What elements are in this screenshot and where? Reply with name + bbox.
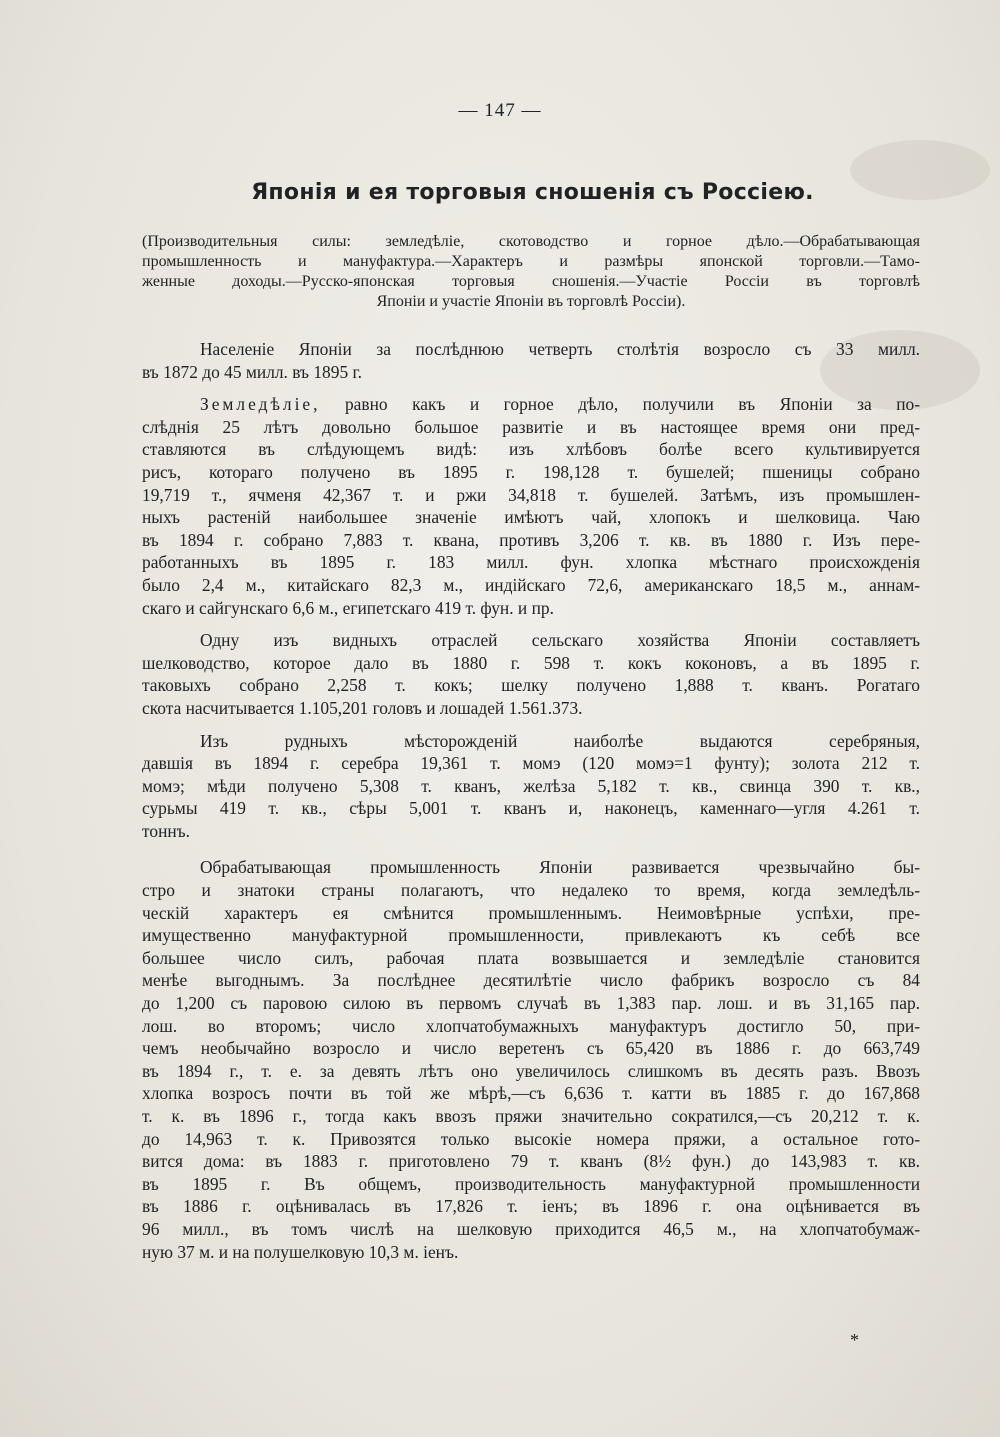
text-line: ческій характеръ ея смѣнится промышленнымъ. Неимовѣрные успѣхи, пре- bbox=[142, 902, 920, 923]
paragraph-population bbox=[142, 338, 920, 383]
footnote-mark: * bbox=[850, 1330, 859, 1350]
text-line: лош. во второмъ; число хлопчатобумажныхъ мануфактуръ достигло 50, при- bbox=[142, 1015, 920, 1036]
text-line: до 14,963 т. к. Привозятся только высокіе номера пряжи, а остальное гото- bbox=[142, 1128, 920, 1149]
text-line: вится дома: въ 1883 г. приготовлено 79 т. кванъ (8½ фун.) до 143,983 т. кв. bbox=[142, 1151, 920, 1172]
page-title: Японія и ея торговыя сношенія съ Россіею. bbox=[251, 180, 814, 205]
paragraph-sericulture bbox=[142, 629, 920, 719]
text-line: сурьмы 419 т. кв., сѣры 5,001 т. кванъ и, наконецъ, каменнаго—угля 4.261 т. bbox=[142, 798, 920, 819]
text-line: Изъ рудныхъ мѣсторожденій наиболѣе выдаются серебряныя, bbox=[200, 730, 920, 751]
summary-line: промышленность и мануфактура.—Характеръ и размѣры японской торговли.—Тамо- bbox=[142, 253, 920, 270]
text-line bbox=[142, 393, 920, 416]
chapter-summary bbox=[142, 232, 920, 312]
text-line: имущественно мануфактурной промышленности, привлекаютъ къ себѣ все bbox=[142, 925, 920, 946]
text-line: въ 1886 г. оцѣнивалась въ 17,826 т. іенъ; въ 1896 г. она оцѣнивается въ bbox=[142, 1196, 920, 1217]
text-line: ныхъ растеній наибольшее значеніе имѣютъ чай, хлопокъ и шелковица. Чаю bbox=[142, 507, 920, 528]
summary-line: (Производительныя силы: земледѣліе, скотоводство и горное дѣло.—Обрабатывающая bbox=[142, 233, 920, 250]
body-text bbox=[142, 338, 920, 1273]
text-line: скота насчитывается 1.105,201 головъ и лошадей 1.561.373. bbox=[142, 697, 583, 718]
text-line: тоннъ. bbox=[142, 820, 191, 841]
text-line: момэ; мѣди получено 5,308 т. кванъ, желѣза 5,182 т. кв., свинца 390 т. кв., bbox=[142, 775, 920, 796]
text-line: рисъ, котораго получено въ 1895 г. 198,128 т. бушелей; пшеницы собрано bbox=[142, 461, 920, 482]
summary-line: женные доходы.—Русско-японская торговыя сношенія.—Участіе Россіи въ торговлѣ bbox=[142, 273, 920, 290]
text-line: до 1,200 съ паровою силою въ первомъ случаѣ въ 1,383 пар. лош. и въ 31,165 пар. bbox=[142, 993, 920, 1014]
text-line: 96 милл., въ томъ числѣ на шелковую приходится 46,5 м., на хлопчатобумаж- bbox=[142, 1218, 920, 1239]
text-line: давшія въ 1894 г. серебра 19,361 т. момэ (120 момэ=1 фунту); золота 212 т. bbox=[142, 753, 920, 774]
text-segment: равно какъ и горное дѣло, получили въ Японіи за по- bbox=[320, 394, 920, 415]
text-line: 19,719 т., ячменя 42,367 т. и ржи 34,818 т. бушелей. Затѣмъ, изъ промышлен- bbox=[142, 484, 920, 505]
text-line: таковыхъ собрано 2,258 т. кокъ; шелку получено 1,888 т. кванъ. Рогатаго bbox=[142, 675, 920, 696]
text-line: Обрабатывающая промышленность Японіи развивается чрезвычайно бы- bbox=[200, 857, 920, 878]
paragraph-industry bbox=[142, 856, 920, 1263]
text-line: скаго и сайгунскаго 6,6 м., египетскаго 419 т. фун. и пр. bbox=[142, 597, 554, 618]
text-line: Одну изъ видныхъ отраслей сельскаго хозяйства Японіи составляетъ bbox=[200, 630, 920, 651]
summary-line: Японіи и участіе Японіи въ торговлѣ Россіи). bbox=[376, 293, 686, 310]
text-line: въ 1894 г., т. е. за девять лѣтъ оно увеличилось слишкомъ въ десять разъ. Ввозъ bbox=[142, 1060, 920, 1081]
text-line: работанныхъ въ 1895 г. 183 милл. фун. хлопка мѣстнаго происхожденія bbox=[142, 552, 920, 573]
text-line: Населеніе Японіи за послѣднюю четверть столѣтія возросло съ 33 милл. bbox=[200, 339, 920, 359]
paragraph-agriculture bbox=[142, 393, 920, 619]
page-number: — 147 — bbox=[458, 100, 542, 121]
text-line: слѣднія 25 лѣтъ довольно большое развитіе и въ настоящее время они пред- bbox=[142, 416, 920, 437]
text-line: стро и знатоки страны полагаютъ, что недалеко то время, когда земледѣль- bbox=[142, 880, 920, 901]
paragraph-mining bbox=[142, 730, 920, 843]
text-line: шелководство, которое дало въ 1880 г. 598 т. кокъ коконовъ, а въ 1895 г. bbox=[142, 652, 920, 673]
text-line: хлопка возросъ почти въ той же мѣрѣ,—съ 6,636 т. катти въ 1885 г. до 167,868 bbox=[142, 1083, 920, 1104]
text-line: было 2,4 м., китайскаго 82,3 м., индійскаго 72,6, американскаго 18,5 м., аннам- bbox=[142, 574, 920, 595]
text-line: т. к. въ 1896 г., тогда какъ ввозъ пряжи значительно сократился,—съ 20,212 т. к. bbox=[142, 1106, 920, 1126]
text-line: ную 37 м. и на полушелковую 10,3 м. іенъ. bbox=[142, 1241, 459, 1262]
text-line: въ 1894 г. собрано 7,883 т. квана, противъ 3,206 т. кв. въ 1880 г. Изъ пере- bbox=[142, 529, 920, 550]
text-line: чемъ необычайно возросло и число веретенъ съ 65,420 въ 1886 г. до 663,749 bbox=[142, 1038, 920, 1059]
text-line: въ 1895 г. Въ общемъ, производительность мануфактурной промышленности bbox=[142, 1173, 920, 1194]
text-line: ставляются въ слѣдующемъ видѣ: изъ хлѣбовъ болѣе всего культивируется bbox=[142, 439, 920, 460]
text-line: въ 1872 до 45 милл. въ 1895 г. bbox=[142, 361, 363, 382]
text-line: менѣе выгоднымъ. За послѣднее десятилѣтіе число фабрикъ возросло съ 84 bbox=[142, 970, 920, 991]
text-line: большее число силъ, рабочая плата возвышается и земледѣліе становится bbox=[142, 947, 920, 968]
spaced-term: Земледѣліе, bbox=[200, 394, 321, 415]
